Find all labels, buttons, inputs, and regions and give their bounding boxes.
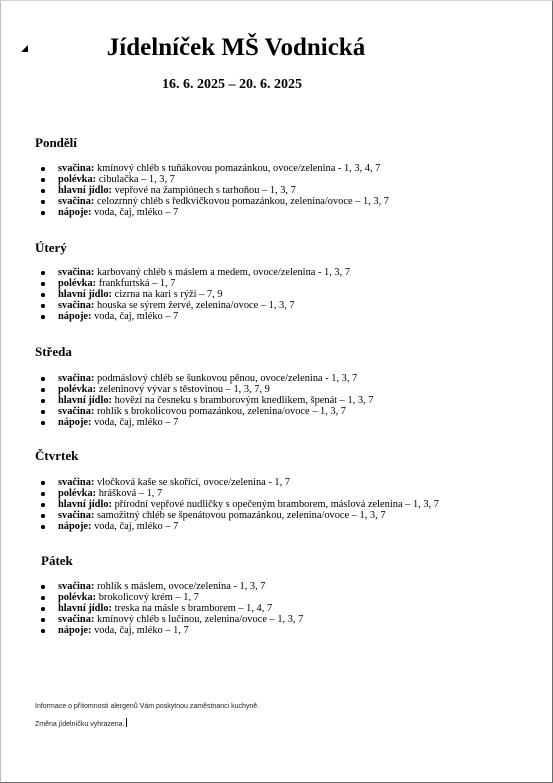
day-heading-wednesday: Středa [35,344,72,359]
list-item: svačina: podmáslový chléb se šunkovou pěnou, ovoce/zelenina - 1, 3, 7 [35,373,373,384]
allergen-note: Informace o přítomnosti alergenů Vám poskytnou zaměstnanci kuchyně. [35,703,260,710]
list-item: svačina: samožitný chléb se špenátovou pomazánkou, zelenina/ovoce – 1, 3, 7 [35,510,439,521]
list-item: svačina: vločková kaše se skořicí, ovoce/zelenina - 1, 7 [35,477,439,488]
list-item: nápoje: voda, čaj, mléko – 7 [35,311,350,322]
list-item: hlavní jídlo: treska na másle s bramborem – 1, 4, 7 [35,603,303,614]
list-item: polévka: zeleninový vývar s těstovinou – 1, 3, 7, 9 [35,384,373,395]
day-heading-monday: Pondělí [35,135,77,150]
day-heading-friday: Pátek [41,553,73,568]
list-item: nápoje: voda, čaj, mléko – 7 [35,207,389,218]
date-range: 16. 6. 2025 – 20. 6. 2025 [162,77,302,92]
day-heading-tuesday: Úterý [35,240,67,255]
menu-list-tuesday [35,267,350,322]
list-item: nápoje: voda, čaj, mléko – 1, 7 [35,625,303,636]
change-note-text: Změna jídelníčku vyhrazena. [35,721,125,728]
page-title: Jídelníček MŠ Vodnická [106,34,366,61]
list-item: polévka: brokolicový krém – 1, 7 [35,592,303,603]
menu-list-monday [35,163,389,218]
menu-list-friday [35,581,303,636]
list-item: hlavní jídlo: cizrna na kari s rýží – 7, 9 [35,289,350,300]
list-item: polévka: hrášková – 1, 7 [35,488,439,499]
list-item: svačina: celozrnný chléb s ředkvičkovou pomazánkou, zelenina/ovoce – 1, 3, 7 [35,196,389,207]
list-item: nápoje: voda, čaj, mléko – 7 [35,521,439,532]
day-heading-thursday: Čtvrtek [35,448,79,463]
list-item: polévka: cibulačka – 1, 3, 7 [35,174,389,185]
menu-list-wednesday [35,373,373,428]
list-item: hlavní jídlo: vepřové na žampiónech s tarhoňou – 1, 3, 7 [35,185,389,196]
list-item: nápoje: voda, čaj, mléko – 7 [35,417,373,428]
list-item: svačina: rohlík s máslem, ovoce/zelenina - 1, 3, 7 [35,581,303,592]
list-item: svačina: houska se sýrem žervé, zelenina/ovoce – 1, 3, 7 [35,300,350,311]
list-item: polévka: frankfurtská – 1, 7 [35,278,350,289]
list-item: hlavní jídlo: přírodní vepřové nudličky s opečeným bramborem, máslová zelenina – 1, 3, 7 [35,499,439,510]
menu-list-thursday [35,477,439,532]
list-item: svačina: kmínový chléb s lučinou, zelenina/ovoce – 1, 3, 7 [35,614,303,625]
list-item: hlavní jídlo: hovězí na česneku s bramborovým knedlíkem, špenát – 1, 3, 7 [35,395,373,406]
text-cursor [126,718,127,727]
list-item: svačina: rohlík s brokolicovou pomazánkou, zelenina/ovoce – 1, 3, 7 [35,406,373,417]
list-item: svačina: karbovaný chléb s máslem a medem, ovoce/zelenina - 1, 3, 7 [35,267,350,278]
list-item: svačina: kmínový chléb s tuňákovou pomazánkou, ovoce/zelenina - 1, 3, 4, 7 [35,163,389,174]
change-note[interactable] [35,718,127,728]
